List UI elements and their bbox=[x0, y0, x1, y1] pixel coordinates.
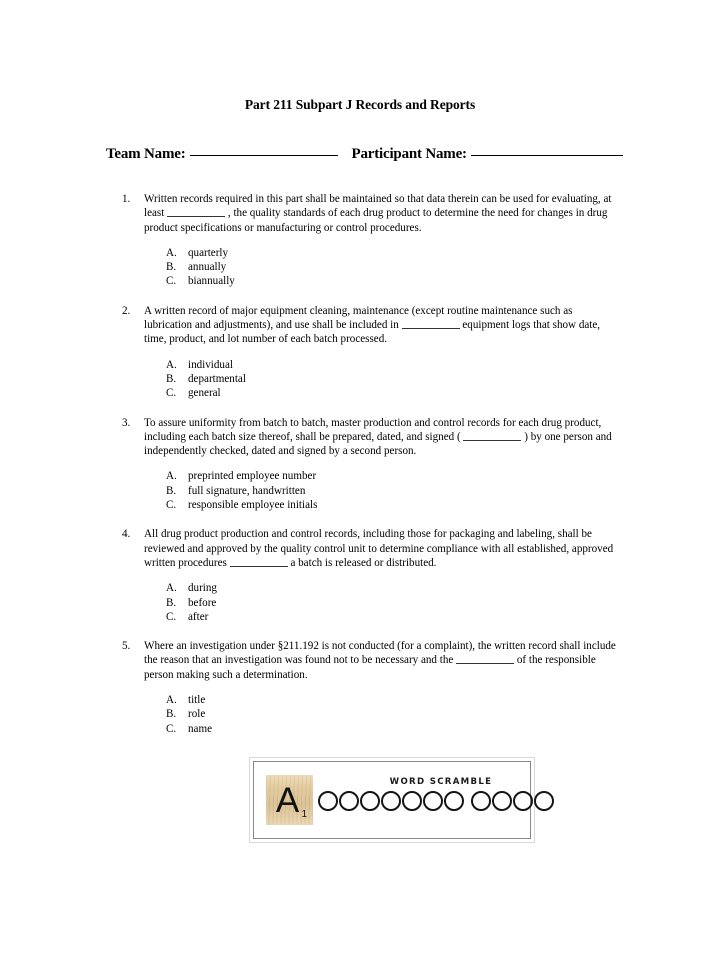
option-label: biannually bbox=[188, 275, 235, 288]
option-letter: C. bbox=[166, 499, 177, 512]
option-label: general bbox=[188, 387, 221, 400]
question-number: 1. bbox=[122, 193, 131, 205]
option-row[interactable] bbox=[166, 274, 618, 288]
option-label: full signature, handwritten bbox=[188, 484, 306, 497]
scramble-letter-circle[interactable] bbox=[402, 791, 422, 811]
option-row[interactable] bbox=[166, 581, 618, 595]
option-label: annually bbox=[188, 261, 227, 274]
option-letter: B. bbox=[166, 708, 177, 721]
option-letter: C. bbox=[166, 275, 177, 288]
option-row[interactable] bbox=[166, 469, 618, 483]
option-letter: B. bbox=[166, 261, 177, 274]
option-label: name bbox=[188, 722, 213, 735]
option-row[interactable] bbox=[166, 707, 618, 721]
option-label: responsible employee initials bbox=[188, 499, 318, 512]
question-text-after-blank: , the quality standards of each drug product to determine the need for changes in drug product specifications or manufacturing or control procedures. bbox=[144, 207, 608, 234]
answer-blank[interactable] bbox=[230, 557, 288, 567]
participant-name-blank[interactable] bbox=[471, 155, 623, 156]
answer-blank[interactable] bbox=[402, 319, 460, 329]
word-scramble-heading: WORD SCRAMBLE bbox=[389, 777, 493, 787]
option-row[interactable] bbox=[166, 596, 618, 610]
answer-blank[interactable] bbox=[463, 431, 521, 441]
team-name-blank[interactable] bbox=[190, 155, 338, 156]
option-label: preprinted employee number bbox=[188, 470, 317, 483]
question-text-after-blank: of the responsible person making such a determination. bbox=[144, 654, 596, 681]
option-letter: C. bbox=[166, 387, 177, 400]
page-title: Part 211 Subpart J Records and Reports bbox=[244, 97, 476, 112]
scramble-letter-circle[interactable] bbox=[339, 791, 359, 811]
scrabble-tile-letter: A bbox=[275, 780, 300, 820]
scrabble-tile-score: 1 bbox=[301, 809, 307, 820]
option-letter: A. bbox=[166, 246, 177, 259]
option-row[interactable] bbox=[166, 693, 618, 707]
scramble-letter-circle[interactable] bbox=[423, 791, 443, 811]
scramble-letter-circle[interactable] bbox=[513, 791, 533, 811]
option-letter: B. bbox=[166, 596, 177, 609]
word-scramble-box bbox=[249, 757, 535, 843]
option-label: during bbox=[188, 582, 217, 595]
question-text bbox=[122, 639, 618, 682]
question-text-after-blank: equipment logs that show date, time, product, and lot number of each batch processed. bbox=[144, 319, 601, 346]
option-letter: A. bbox=[166, 358, 177, 371]
team-name-label: Team Name: bbox=[106, 146, 186, 162]
option-letter: C. bbox=[166, 722, 177, 735]
option-row[interactable] bbox=[166, 386, 618, 400]
question-text bbox=[122, 304, 618, 347]
question-text-before-blank: Written records required in this part shall be maintained so that data therein can be used for evaluating, at least bbox=[144, 193, 612, 220]
option-list bbox=[122, 469, 618, 512]
question-text-after-blank: ) by one person and independently checked, dated and signed by a second person. bbox=[144, 430, 612, 458]
option-list bbox=[122, 246, 618, 289]
question-text bbox=[122, 192, 618, 235]
option-letter: B. bbox=[166, 484, 177, 497]
scramble-letter-circle[interactable] bbox=[318, 791, 338, 811]
scramble-letter-circle[interactable] bbox=[471, 791, 491, 811]
option-row[interactable] bbox=[166, 498, 618, 512]
word-scramble-inner-frame bbox=[253, 761, 531, 839]
question-text-before-blank: Where an investigation under §211.192 is not conducted (for a complaint), the written record shall include the reason that an investigation was found not to be necessary and the bbox=[144, 640, 616, 667]
question-text bbox=[122, 527, 618, 570]
scramble-letter-circle[interactable] bbox=[360, 791, 380, 811]
option-row[interactable] bbox=[166, 260, 618, 274]
option-row[interactable] bbox=[166, 372, 618, 386]
option-label: title bbox=[188, 694, 206, 707]
question-text-before-blank: To assure uniformity from batch to batch, master production and control records for each drug product, including each batch size thereof, shall be prepared, dated, and signed ( bbox=[144, 416, 602, 443]
answer-blank[interactable] bbox=[167, 207, 225, 217]
scramble-circle-group-two bbox=[471, 791, 555, 811]
option-row[interactable] bbox=[166, 722, 618, 736]
answer-blank[interactable] bbox=[456, 654, 514, 664]
question-number: 4. bbox=[122, 528, 131, 541]
option-label: role bbox=[188, 708, 206, 721]
scrabble-tile-icon bbox=[266, 775, 313, 825]
option-label: before bbox=[188, 596, 217, 609]
scramble-letter-circle[interactable] bbox=[492, 791, 512, 811]
option-letter: A. bbox=[166, 694, 177, 707]
option-letter: C. bbox=[166, 610, 177, 623]
option-letter: B. bbox=[166, 372, 177, 385]
option-label: after bbox=[188, 610, 209, 623]
question-block bbox=[122, 527, 618, 624]
name-fields-row bbox=[106, 146, 626, 163]
question-number: 5. bbox=[122, 640, 131, 653]
option-list bbox=[122, 358, 618, 401]
question-number: 3. bbox=[122, 416, 131, 429]
option-row[interactable] bbox=[166, 484, 618, 498]
question-block bbox=[122, 639, 618, 736]
question-block bbox=[122, 304, 618, 401]
option-label: quarterly bbox=[188, 246, 229, 259]
question-text-before-blank: A written record of major equipment cleaning, maintenance (except routine maintenance such as lubrication and adjustments), and use shall be included in bbox=[144, 304, 573, 332]
option-row[interactable] bbox=[166, 358, 618, 372]
participant-name-label: Participant Name: bbox=[351, 146, 467, 162]
scramble-letter-circle[interactable] bbox=[381, 791, 401, 811]
question-text-before-blank: All drug product production and control records, including those for packaging and labeling, shall be reviewed and approved by the quality control unit to determine compliance with all established, approved written procedures bbox=[144, 528, 614, 569]
scramble-circle-group-one bbox=[318, 791, 465, 811]
scramble-letter-circle[interactable] bbox=[444, 791, 464, 811]
question-text bbox=[122, 416, 618, 459]
question-list bbox=[122, 192, 618, 751]
option-list bbox=[122, 581, 618, 624]
option-row[interactable] bbox=[166, 246, 618, 260]
question-number: 2. bbox=[122, 304, 131, 317]
option-row[interactable] bbox=[166, 610, 618, 624]
option-list bbox=[122, 693, 618, 736]
scramble-letter-circle[interactable] bbox=[534, 791, 554, 811]
option-label: individual bbox=[188, 358, 233, 371]
question-block bbox=[122, 416, 618, 513]
option-letter: A. bbox=[166, 470, 177, 483]
option-label: departmental bbox=[188, 372, 246, 385]
option-letter: A. bbox=[166, 582, 177, 595]
question-block bbox=[122, 192, 618, 289]
question-text-after-blank: a batch is released or distributed. bbox=[290, 556, 437, 569]
